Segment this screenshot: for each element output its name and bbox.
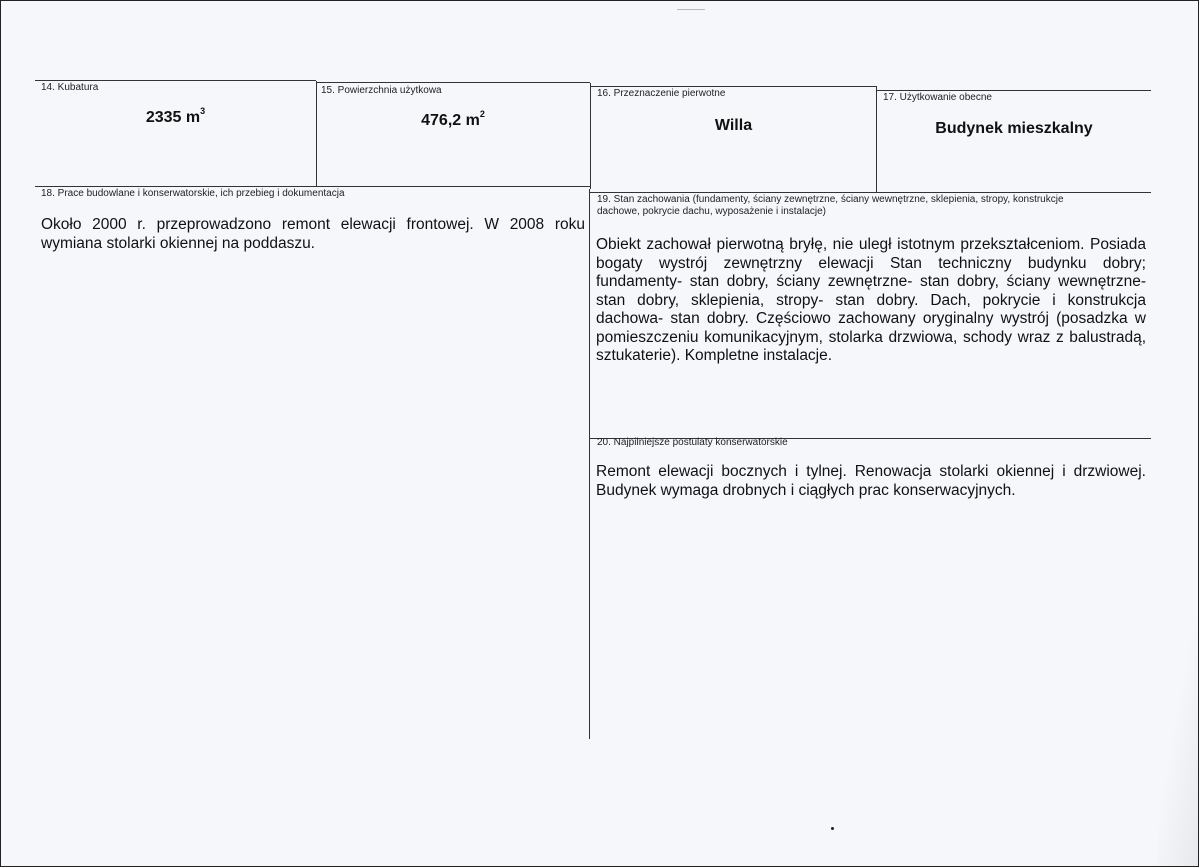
page-fold-shadow <box>1158 621 1198 866</box>
field-19-label: 19. Stan zachowania (fundamenty, ściany zewnętrzne, ściany wewnętrzne, sklepienia, stropy, konstrukcje dachowe, pokrycie dachu, wyposażenie i instalacje) <box>597 194 1064 217</box>
divider-f15-f16 <box>590 83 591 189</box>
field-18-text: Około 2000 r. przeprowadzono remont elewacji frontowej. W 2008 roku wymiana stolarki okiennej na poddaszu. <box>41 216 585 252</box>
rule-top-f14 <box>35 80 316 81</box>
field-14-label: 14. Kubatura <box>41 82 99 93</box>
scan-mark <box>677 9 705 10</box>
field-14-exponent: 3 <box>200 106 206 116</box>
field-14-value-text: 2335 m <box>145 109 201 126</box>
field-20-text: Remont elewacji bocznych i tylnej. Renowacja stolarki okiennej i drzwiowej. Budynek wymaga drobnych i ciągłych prac konserwacyjnych. <box>596 463 1146 499</box>
rule-top-f19 <box>590 192 1151 193</box>
field-15-value <box>316 109 590 130</box>
divider-f16-f17 <box>876 87 877 193</box>
field-15-value-text: 476,2 m <box>421 112 480 129</box>
field-20-label: 20. Najpilniejsze postulaty konserwatorskie <box>597 437 788 448</box>
divider-main <box>589 189 590 739</box>
field-15-exponent: 2 <box>479 109 485 119</box>
field-17-label: 17. Użytkowanie obecne <box>883 92 992 103</box>
scan-speck <box>831 827 834 830</box>
field-16-label: 16. Przeznaczenie pierwotne <box>597 88 726 99</box>
field-18-label: 18. Prace budowlane i konserwatorskie, ich przebieg i dokumentacja <box>41 188 345 199</box>
field-17-value: Budynek mieszkalny <box>935 120 1093 137</box>
field-16-value: Willa <box>714 117 753 134</box>
field-14-value <box>35 106 316 127</box>
rule-top-f18 <box>35 186 590 187</box>
field-15-label: 15. Powierzchnia użytkowa <box>321 85 442 96</box>
rule-top-f15 <box>316 82 590 83</box>
divider-f14-f15 <box>316 81 317 187</box>
rule-top-f17 <box>877 90 1151 91</box>
rule-top-f16 <box>590 86 877 87</box>
field-19-text: Obiekt zachował pierwotną bryłę, nie uległ istotnym przekształceniom. Posiada bogaty wystrój zewnętrzny elewacji Stan techniczny budynku dobry; fundamenty- stan dobry, ściany zewnętrzne- stan dobry, ściany wewnętrzne- stan dobry, sklepienia, stropy- stan dobry. Dach, pokrycie i konstrukcja dachowa- stan dobry. Częściowo zachowany oryginalny wystrój (posadzka w pomieszczeniu komunikacyjnym, stolarka drzwiowa, schody wraz z balustradą, sztukaterie). Kompletne instalacje. <box>596 236 1146 364</box>
